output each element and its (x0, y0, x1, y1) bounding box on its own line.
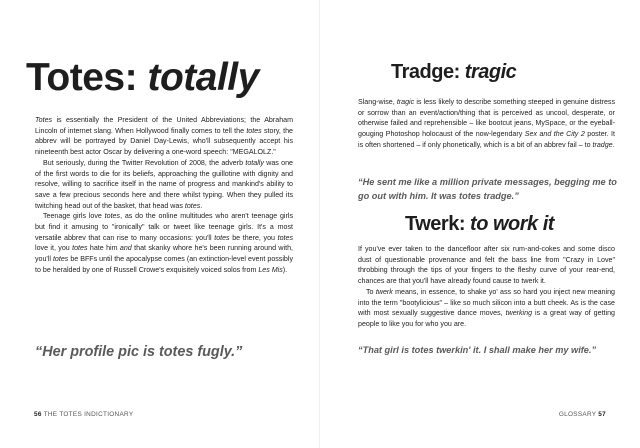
italic-run: Les Mis (258, 265, 283, 274)
example-quote-tradge: “He sent me like a million private messages, begging me to go out with him. It was totes tradge.” (358, 177, 617, 201)
italic-run: and (119, 244, 132, 253)
text-run: Slang-wise, (358, 98, 397, 106)
text-run: is a great way of getting people to like you for who you are. (358, 309, 615, 328)
text-run: that skanky whore he's been running around with, you'll (35, 244, 293, 264)
text-run: is less likely to describe something steeped in genuine distress or sorrow than an event/action/thing that is perceived as uncool, desperate, or otherwise failed and reprehensible – like bootcut jeans, MySpace, or the eyeball-gouging Photoshop holocaust of the now-legendary (358, 98, 616, 139)
paragraph (35, 158, 293, 212)
right-page (320, 0, 640, 448)
text-run: But seriously, during the Twitter Revolution of 2008, the adverb (43, 158, 246, 167)
page-number: 56 (34, 411, 42, 418)
italic-run: Totes (35, 116, 53, 124)
paragraph (35, 115, 293, 158)
example-quote-totes: “Her profile pic is totes fugly.” (35, 344, 243, 360)
text-run: means, in essence, to shake yo' ass so hard you inject new meaning into the term "bootylicious" – like so much silicon into a butt cheek. As is the case with most sexually suggestive dance moves, (358, 287, 615, 318)
text-run: . (200, 201, 203, 210)
italic-run: totes (246, 126, 262, 135)
paragraph (35, 211, 293, 275)
italic-run: totes (214, 233, 230, 242)
entry-body-tradge (358, 97, 615, 151)
italic-run: totes (184, 201, 201, 210)
text-run: If you've ever taken to the dancefloor after six rum-and-cokes and some disco dust of questionable provenance and felt the bass line from "Crazy in Love" throbbing through the tips of your fingers to the fleshy curve of your rear-end, chances are that you'll have already found cause to twerk it. (358, 245, 615, 286)
page-number: 57 (598, 411, 606, 418)
italic-run: totes (104, 212, 121, 221)
text-run: was one of the first words to die for its beliefs, approaching the guillotine with dignity and resolve, willing to sacrifice itself in the name of progress and mankind's ability to save a few precious seconds here and there whilst typing. When they pulled its twitching head out of the basket, that head was (35, 158, 293, 210)
italic-run: tradge (592, 140, 613, 149)
italic-run: twerk (375, 287, 393, 296)
text-run: . (612, 140, 615, 149)
page-footer-left (34, 411, 133, 418)
running-title: GLOSSARY (558, 411, 597, 418)
text-run: To (366, 287, 376, 296)
text-run: poster. It is often shortened – if only phonetically, which is a bit of an abbrev fail – to (358, 130, 616, 149)
text-run: hate him (87, 244, 120, 253)
entry-heading-twerk: Twerk: to work it (405, 213, 554, 235)
text-run: is essentially the President of the United Abbreviations; the Abraham Lincoln of internet slang. When Hollywood finally comes to tell the (35, 116, 293, 135)
text-run: ). (282, 265, 288, 274)
entry-heading-totes: Totes: totally (26, 56, 259, 99)
example-quote-twerk: “That girl is totes twerkin' it. I shall make her my wife.” (358, 345, 597, 355)
text-run: be there, you (229, 233, 278, 242)
italic-run: Sex and the City 2 (524, 130, 585, 139)
entry-body-twerk (358, 244, 615, 330)
text-run: story, the abbrev will be portrayed by Daniel Day-Lewis, who'll subsequently accept his nineteenth best actor Oscar by delivering a one-word speech: "MEGALOLZ." (35, 126, 293, 157)
italic-run: tragic (396, 98, 415, 106)
entry-heading-tradge: Tradge: tragic (391, 61, 517, 83)
italic-run: totes (52, 255, 69, 264)
text-run: love it, you (35, 244, 73, 253)
italic-run: totes (277, 233, 293, 242)
paragraph (358, 244, 615, 287)
text-run: be BFFs until the apocalypse comes (an extinction-level event possibly to be heralded by one of Russell Crowe's exquisitely voiced solos from (35, 255, 293, 274)
running-title: THE TOTES INDICTIONARY (43, 411, 134, 418)
italic-run: totally (245, 158, 264, 167)
text-run: Teenage girls love (43, 212, 105, 221)
italic-run: totes (72, 244, 88, 253)
paragraph (358, 97, 615, 151)
text-run: , as do the online multitudes who aren't teenage girls but find it amusing to "ironically" talk or tweet like teenage girls. It's a most versatile abbrev that can rise to many occasions: you'll (35, 212, 293, 242)
entry-body-totes (35, 115, 293, 276)
paragraph (358, 287, 615, 330)
italic-run: twerking (505, 309, 533, 318)
page-footer-right (559, 411, 606, 418)
